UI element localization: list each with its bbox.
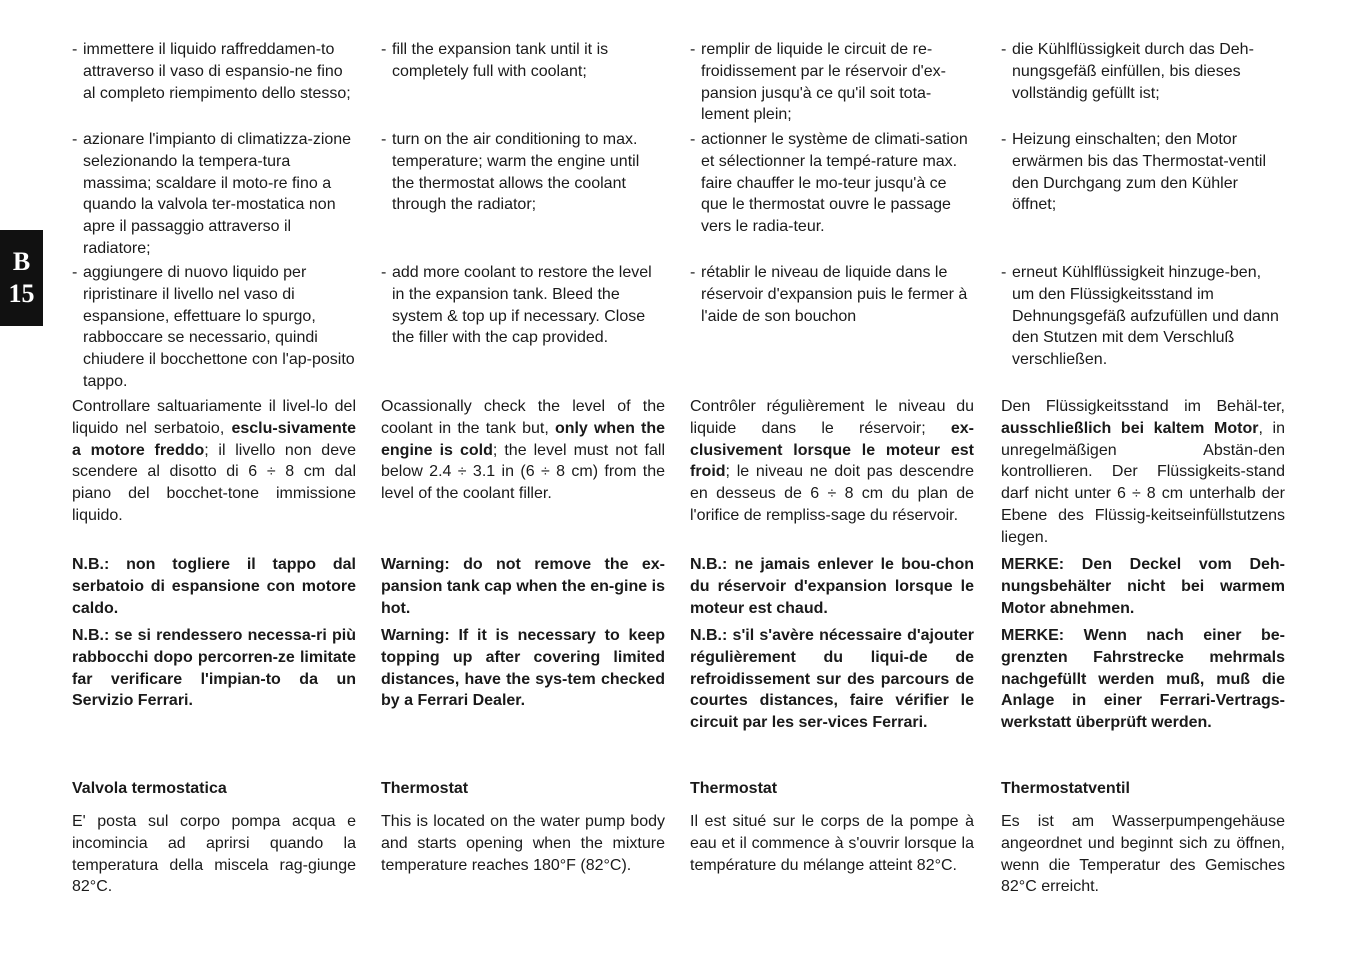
warning-note: MERKE: Den Deckel vom Deh-nungsbehälter nicht bei warmem Motor abnehmen.: [1001, 556, 1285, 617]
body-paragraph: Es ist am Wasserpumpengehäuse angeordnet und beginnt sich zu öffnen, wenn die Temperatur des Gemisches 82°C erreicht.: [1001, 813, 1285, 896]
section-heading: Thermostatventil: [1001, 780, 1130, 797]
section-heading: Thermostat: [381, 780, 469, 797]
page-section-tab: [0, 230, 43, 326]
section-heading: Thermostat: [690, 780, 778, 797]
bullet-item: - erneut Kühlflüssigkeit hinzuge-ben, um den Flüssigkeitsstand im Dehnungsgefäß aufzufüllen und dann den Stutzen mit dem Verschluß verschließen.: [1001, 264, 1279, 369]
bullet-item: - aggiungere di nuovo liquido per ripristinare il livello nel vaso di espansione, effettuare lo spurgo, rabboccare se necessario, quindi chiudere il bocchettone con l'ap-posito tappo.: [72, 264, 355, 390]
section-heading: Valvola termostatica: [72, 780, 227, 797]
check-paragraph: Den Flüssigkeitsstand im Behäl-ter, ausschließlich bei kaltem Motor, in unregelmäßigen Abstän-den kontrollieren. Der Flüssigkeits-stand darf nicht unter 6 ÷ 8 cm unterhalb der Ebene des Flüssig-keitseinfüllstutzens liegen.: [1001, 398, 1285, 546]
warning-note: Warning: do not remove the ex-pansion tank cap when the en-gine is hot.: [381, 556, 665, 617]
bullet-item: - immettere il liquido raffreddamen-to attraverso il vaso di espansio-ne fino al completo riempimento dello stesso;: [72, 41, 351, 102]
bullet-item: - fill the expansion tank until it is completely full with coolant;: [381, 41, 609, 80]
check-paragraph: Contrôler régulièrement le niveau du liquide dans le réservoir; ex-clusivement lorsque le moteur est froid; le niveau ne doit pas descendre en desseus de 6 ÷ 8 cm du plan de l'orifice de rempliss-sage du réservoir.: [690, 398, 974, 524]
page-number: 15: [8, 279, 35, 308]
check-paragraph: Ocassionally check the level of the coolant in the tank but, only when the engine is cold; the level must not fall below 2.4 ÷ 3.1 in (6 ÷ 8 cm) from the level of the coolant filler.: [381, 398, 666, 503]
bullet-item: - remplir de liquide le circuit de re-froidissement par le réservoir d'ex-pansion jusqu'à ce qu'il soit tota-lement plein;: [690, 41, 946, 124]
bullet-item: - actionner le système de climati-sation et sélectionner la tempé-rature max. faire chauffer le mo-teur jusqu'à ce que le thermostat ouvre le passage vers le radia-teur.: [690, 131, 968, 236]
section-letter: B: [12, 247, 31, 276]
check-paragraph: Controllare saltuariamente il livel-lo del liquido nel serbatoio, esclu-sivamente a motore freddo; il livello non deve scendere al disotto di 6 ÷ 8 cm dal piano del bocchet-tone immissione liquido.: [72, 398, 356, 524]
body-paragraph: Il est situé sur le corps de la pompe à eau et il commence à s'ouvrir lorsque la température du mélange atteint 82°C.: [690, 813, 974, 874]
bullet-item: - azionare l'impianto di climatizza-zione selezionando la tempera-tura massima; scaldare il moto-re fino a quando la valvola ter-mostatica non apre il passaggio attraverso il radiatore;: [72, 131, 352, 257]
warning-note: N.B.: se si rendessero necessa-ri più rabbocchi dopo percorren-ze limitate far verificare l'impian-to da un Servizio Ferrari.: [72, 627, 356, 710]
body-paragraph: This is located on the water pump body and starts opening when the mixture temperature reaches 180°F (82°C).: [381, 813, 665, 874]
bullet-item: - die Kühlflüssigkeit durch das Deh-nungsgefäß einfüllen, bis dieses vollständig gefüllt ist;: [1001, 41, 1254, 102]
warning-note: MERKE: Wenn nach einer be-grenzten Fahrstrecke mehrmals nachgefüllt werden muß, muß die Anlage in einer Ferrari-Vertrags-werkstatt überprüft werden.: [1001, 627, 1285, 732]
bullet-item: - rétablir le niveau de liquide dans le réservoir d'expansion puis le fermer à l'aide de son bouchon: [690, 264, 968, 325]
warning-note: Warning: If it is necessary to keep topping up after covering limited distances, have the sys-tem checked by a Ferrari Dealer.: [381, 627, 665, 710]
body-paragraph: E' posta sul corpo pompa acqua e incomincia ad aprirsi quando la temperatura della miscela rag-giunge 82°C.: [72, 813, 356, 896]
warning-note: N.B.: s'il s'avère nécessaire d'ajouter régulièrement du liqui-de de refroidissement sur des parcours de courtes distances, faire vérifier le circuit par les ser-vices Ferrari.: [690, 627, 974, 732]
warning-note: N.B.: non togliere il tappo dal serbatoio di espansione con motore caldo.: [72, 556, 356, 617]
bullet-item: - add more coolant to restore the level in the expansion tank. Bleed the system & top up if necessary. Close the filler with the cap provided.: [381, 264, 652, 347]
bullet-item: - turn on the air conditioning to max. temperature; warm the engine until the thermostat allows the coolant through the radiator;: [381, 131, 640, 214]
bullet-item: - Heizung einschalten; den Motor erwärmen bis das Thermostat-ventil den Durchgang zum den Kühler öffnet;: [1001, 131, 1267, 214]
warning-note: N.B.: ne jamais enlever le bou-chon du réservoir d'expansion lorsque le moteur est chaud.: [690, 556, 974, 617]
